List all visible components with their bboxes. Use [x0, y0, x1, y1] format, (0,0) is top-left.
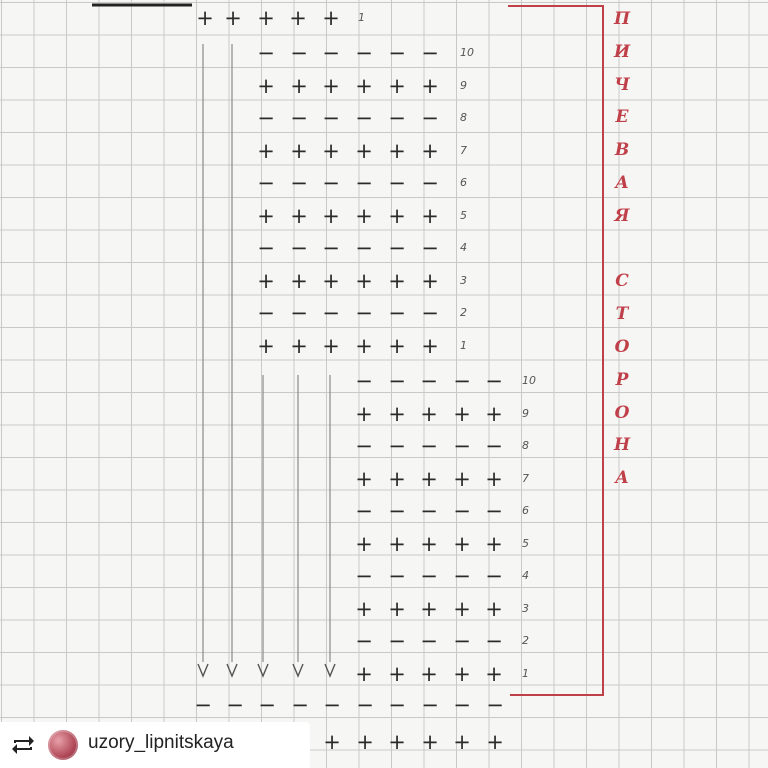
username[interactable]: uzory_lipnitskaya [88, 732, 234, 753]
row-number: 3 [460, 273, 467, 287]
stitch-symbol: + [355, 531, 373, 556]
stitch-symbol: − [355, 499, 373, 523]
stitch-symbol: − [453, 564, 471, 588]
stitch-symbol: − [355, 564, 373, 588]
stitch-symbol: + [388, 730, 406, 754]
stitch-symbol: + [257, 138, 275, 163]
stitch-symbol: − [258, 693, 276, 717]
stitch-symbol: + [290, 268, 308, 293]
side-label-letter: Е [615, 107, 629, 128]
side-label-letter: В [614, 140, 630, 161]
row-number: 8 [460, 111, 467, 124]
row-number: 1 [522, 666, 529, 680]
stitch-symbol: + [322, 73, 340, 98]
stitch-symbol: + [421, 73, 439, 98]
row-number: 10 [522, 374, 536, 387]
stitch-symbol: − [421, 41, 439, 65]
stitch-symbol: − [485, 434, 503, 458]
stitch-symbol: + [322, 138, 340, 163]
stitch-symbol: + [388, 203, 406, 228]
stitch-symbol: − [453, 693, 471, 717]
stitch-symbol: − [420, 434, 438, 458]
stitch-symbol: + [485, 466, 503, 491]
stitch-symbol: + [322, 268, 340, 293]
stitch-symbol: + [356, 730, 374, 754]
stitch-symbol: − [355, 106, 373, 130]
stitch-symbol: + [485, 401, 503, 426]
row-number: 1 [358, 11, 365, 24]
stitch-symbol: − [485, 629, 503, 653]
row-number: 5 [460, 208, 467, 222]
side-label-letter: С [615, 271, 629, 292]
stitch-symbol: − [421, 236, 439, 260]
side-label-letter: Ч [614, 74, 630, 95]
row-number: 5 [522, 536, 529, 550]
stitch-symbol: + [453, 401, 471, 426]
stitch-symbol: + [322, 203, 340, 228]
stitch-symbol: + [355, 401, 373, 426]
row-number: 7 [522, 471, 529, 485]
avatar[interactable] [48, 730, 78, 760]
stitch-symbol: + [388, 596, 406, 621]
row-number: 9 [522, 406, 529, 420]
stitch-symbol: + [355, 203, 373, 228]
stitch-symbol: − [257, 41, 275, 65]
stitch-symbol: + [355, 466, 373, 491]
row-number: 2 [522, 634, 529, 647]
stitch-symbol: − [421, 301, 439, 325]
stitch-symbol: − [355, 434, 373, 458]
stitch-symbol: + [322, 333, 340, 358]
stitch-symbol: + [355, 268, 373, 293]
stitch-symbol: + [257, 203, 275, 228]
side-label-letter: О [614, 337, 630, 357]
repost-icon[interactable] [10, 734, 36, 760]
stitch-symbol: + [355, 333, 373, 358]
stitch-symbol: − [355, 629, 373, 653]
stitch-symbol: + [388, 401, 406, 426]
stitch-symbol: + [290, 138, 308, 163]
stitch-symbol: + [355, 596, 373, 621]
stitch-symbol: − [355, 236, 373, 260]
stitch-symbol: − [388, 629, 406, 653]
stitch-symbol: − [486, 693, 504, 717]
stitch-symbol: − [257, 301, 275, 325]
stitch-symbol: + [485, 531, 503, 556]
stitch-symbol: − [291, 693, 309, 717]
stitch-symbol: − [388, 499, 406, 523]
stitch-symbol: + [453, 730, 471, 754]
stitch-symbol: + [388, 268, 406, 293]
stitch-symbol: + [257, 73, 275, 98]
row-number: 9 [460, 78, 467, 92]
stitch-symbol: + [323, 730, 341, 754]
stitch-symbol: − [420, 629, 438, 653]
row-number: 2 [460, 306, 467, 319]
stitch-symbol: − [290, 41, 308, 65]
stitch-symbol: + [290, 73, 308, 98]
stitch-symbol: − [226, 693, 244, 717]
stitch-symbol: − [355, 171, 373, 195]
stitch-symbol: − [355, 301, 373, 325]
stitch-symbol: − [420, 499, 438, 523]
side-label-letter: О [614, 402, 630, 423]
side-label-letter: А [615, 173, 629, 193]
stitch-symbol: − [290, 301, 308, 325]
row-number: 8 [522, 439, 529, 452]
stitch-symbol: − [453, 499, 471, 523]
stitch-symbol: − [194, 693, 212, 717]
stitch-symbol: + [420, 661, 438, 686]
stitch-symbol: − [257, 171, 275, 195]
stitch-symbol: + [420, 401, 438, 426]
stitch-symbol: − [257, 106, 275, 130]
repost-attribution [0, 722, 310, 768]
stitch-symbol: + [290, 203, 308, 228]
stitch-symbol: + [453, 596, 471, 621]
stitch-symbol: + [485, 661, 503, 686]
stitch-symbol: − [388, 434, 406, 458]
stitch-symbol: − [322, 301, 340, 325]
side-label-letter: П [613, 9, 631, 29]
stitch-symbol: + [355, 661, 373, 686]
side-label-letter [611, 238, 633, 260]
stitch-symbol: − [485, 564, 503, 588]
side-label-letter: А [615, 468, 629, 489]
row-number: 6 [460, 176, 467, 189]
stitch-symbol: − [421, 171, 439, 195]
stitch-symbol: − [323, 693, 341, 717]
stitch-symbol: − [355, 41, 373, 65]
stitch-symbol: + [388, 138, 406, 163]
stitch-symbol: + [388, 531, 406, 556]
row-number: 1 [460, 338, 467, 352]
stitch-symbol: − [290, 171, 308, 195]
row-number: 10 [460, 46, 474, 59]
stitch-symbol: − [421, 106, 439, 130]
stitch-symbol: + [196, 6, 214, 30]
stitch-symbol: + [355, 73, 373, 98]
stitch-symbol: − [420, 564, 438, 588]
stitch-symbol: − [453, 369, 471, 393]
stitch-symbol: + [257, 6, 275, 30]
side-label-letter: Н [613, 435, 631, 456]
row-number: 4 [522, 569, 529, 582]
stitch-symbol: − [322, 171, 340, 195]
stitch-symbol: − [322, 106, 340, 130]
row-number: 4 [460, 241, 467, 254]
stitch-symbol: − [355, 369, 373, 393]
stitch-symbol: + [421, 333, 439, 358]
stitch-symbol: + [257, 333, 275, 358]
stitch-symbol: − [290, 106, 308, 130]
stitch-symbol: + [388, 333, 406, 358]
stitch-symbol: + [421, 730, 439, 754]
side-label-letter: Я [614, 205, 630, 226]
stitch-symbol: − [421, 693, 439, 717]
stitch-symbol: + [388, 73, 406, 98]
row-number: 7 [460, 143, 467, 157]
stitch-symbol: − [485, 369, 503, 393]
stitch-symbol: − [290, 236, 308, 260]
stitch-symbol: + [421, 268, 439, 293]
stitch-symbol: + [421, 138, 439, 163]
row-number: 3 [522, 601, 529, 615]
stitch-symbol: + [224, 6, 242, 30]
stitch-symbol: − [322, 236, 340, 260]
stitch-symbol: − [453, 629, 471, 653]
stitch-symbol: + [420, 531, 438, 556]
stitch-symbol: + [289, 6, 307, 30]
stitch-symbol: − [388, 236, 406, 260]
stitch-symbol: + [453, 466, 471, 491]
stitch-symbol: + [388, 466, 406, 491]
side-label-letter: Р [615, 369, 629, 390]
stitch-symbol: + [485, 596, 503, 621]
stitch-symbol: + [486, 730, 504, 754]
stitch-symbol: − [322, 41, 340, 65]
side-label-letter: И [613, 41, 631, 62]
row-number: 6 [522, 504, 529, 517]
stitch-symbol: + [453, 531, 471, 556]
stitch-symbol: − [257, 236, 275, 260]
stitch-symbol: − [388, 301, 406, 325]
stitch-symbol: + [355, 138, 373, 163]
stitch-symbol: − [388, 41, 406, 65]
stitch-symbol: + [421, 203, 439, 228]
stitch-symbol: − [388, 693, 406, 717]
stitch-symbol: − [356, 693, 374, 717]
stitch-symbol: − [388, 106, 406, 130]
stitch-symbol: + [420, 596, 438, 621]
stitch-symbol: − [388, 564, 406, 588]
stitch-symbol: + [388, 661, 406, 686]
stitch-symbol: + [257, 268, 275, 293]
stitch-symbol: + [453, 661, 471, 686]
stitch-symbol: + [420, 466, 438, 491]
stitch-symbol: − [420, 369, 438, 393]
stitch-symbol: − [485, 499, 503, 523]
stitch-symbol: − [388, 171, 406, 195]
stitch-symbol: + [290, 333, 308, 358]
side-label-letter: Т [615, 304, 629, 325]
stitch-symbol: − [453, 434, 471, 458]
stitch-symbol: + [322, 6, 340, 30]
stitch-symbol: − [388, 369, 406, 393]
